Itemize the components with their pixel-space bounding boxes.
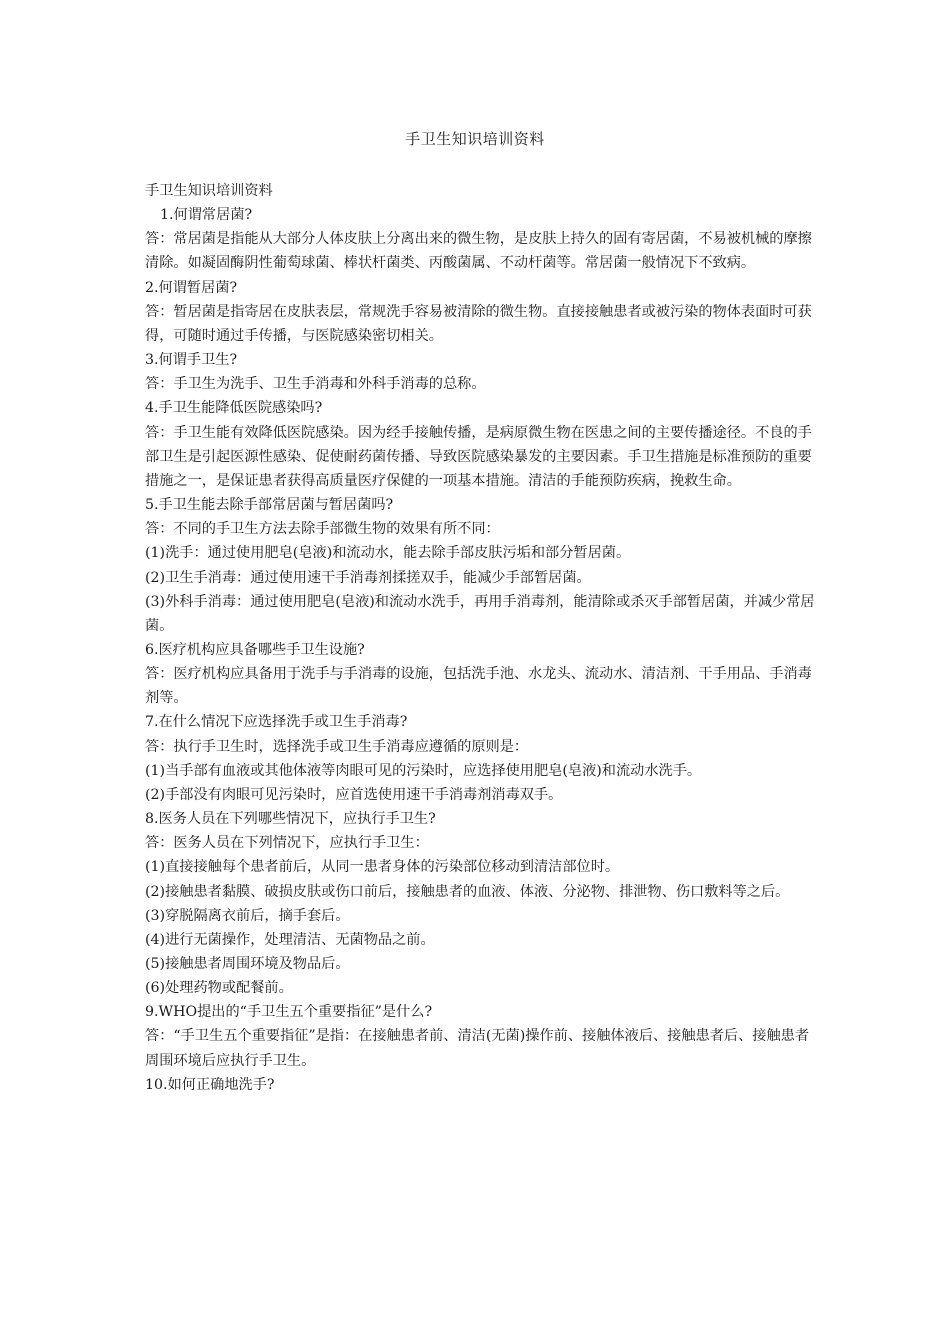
question-10: 10.如何正确地洗手? — [145, 1076, 275, 1093]
question-7: 7.在什么情况下应选择洗手或卫生手消毒? — [145, 714, 408, 731]
answer-7-item-2: (2)手部没有肉眼可见污染时，应首选使用速干手消毒剂消毒双手。 — [145, 786, 563, 803]
document-body — [145, 179, 815, 1097]
question-1: 1.何谓常居菌? — [160, 207, 253, 224]
body-heading: 手卫生知识培训资料 — [145, 183, 273, 199]
answer-8-item-5: (5)接触患者周围环境及物品后。 — [145, 956, 350, 972]
answer-5-item-3: (3)外科手消毒：通过使用肥皂(皂液)和流动水洗手，再用手消毒剂，能清除或杀灭手部暂居菌，并减少常居菌。 — [145, 593, 815, 634]
answer-8-item-4: (4)进行无菌操作，处理清洁、无菌物品之前。 — [145, 931, 435, 948]
document-title: 手卫生知识培训资料 — [405, 130, 545, 148]
answer-8: 答：医务人员在下列情况下，应执行手卫生： — [145, 835, 429, 852]
answer-4: 答：手卫生能有效降低医院感染。因为经手接触传播，是病原微生物在医患之间的主要传播途径。不良的手部卫生是引起医源性感染、促使耐药菌传播、导致医院感染暴发的主要因素。手卫生措施是标准预防的重要措施之一，是保证患者获得高质量医疗保健的一项基本措施。清洁的手能预防疾病，挽救生命。 — [145, 424, 812, 489]
answer-8-item-3: (3)穿脱隔离衣前后，摘手套后。 — [145, 907, 350, 924]
question-4: 4.手卫生能降低医院感染吗? — [145, 400, 323, 417]
answer-3: 答：手卫生为洗手、卫生手消毒和外科手消毒的总称。 — [145, 376, 486, 393]
answer-7-item-1: (1)当手部有血液或其他体液等肉眼可见的污染时，应选择使用肥皂(皂液)和流动水洗手。 — [145, 762, 702, 779]
answer-8-item-2: (2)接触患者黏膜、破损皮肤或伤口前后，接触患者的血液、体液、分泌物、排泄物、伤口敷料等之后。 — [145, 883, 790, 900]
answer-5-item-1: (1)洗手：通过使用肥皂(皂液)和流动水，能去除手部皮肤污垢和部分暂居菌。 — [145, 545, 631, 562]
answer-2: 答：暂居菌是指寄居在皮肤表层，常规洗手容易被清除的微生物。直接接触患者或被污染的物体表面时可获得，可随时通过手传播，与医院感染密切相关。 — [145, 303, 812, 344]
answer-5: 答：不同的手卫生方法去除手部微生物的效果有所不同： — [145, 521, 500, 538]
answer-8-item-1: (1)直接接触每个患者前后，从同一患者身体的污染部位移动到清洁部位时。 — [145, 859, 620, 876]
answer-6: 答：医疗机构应具备用于洗手与手消毒的设施，包括洗手池、水龙头、流动水、清洁剂、干手用品、手消毒剂等。 — [145, 666, 812, 707]
answer-7: 答：执行手卫生时，选择洗手或卫生手消毒应遵循的原则是： — [145, 738, 529, 755]
answer-5-item-2: (2)卫生手消毒：通过使用速干手消毒剂揉搓双手，能减少手部暂居菌。 — [145, 569, 591, 586]
question-9: 9.WHO提出的“手卫生五个重要指征”是什么? — [145, 1004, 433, 1021]
question-3: 3.何谓手卫生? — [145, 352, 238, 369]
question-5: 5.手卫生能去除手部常居菌与暂居菌吗? — [145, 497, 394, 514]
question-6: 6.医疗机构应具备哪些手卫生设施? — [145, 641, 365, 658]
question-2: 2.何谓暂居菌? — [145, 279, 238, 296]
question-8: 8.医务人员在下列哪些情况下，应执行手卫生? — [145, 811, 436, 828]
answer-1: 答：常居菌是指能从大部分人体皮肤上分离出来的微生物，是皮肤上持久的固有寄居菌，不易被机械的摩擦清除。如凝固酶阴性葡萄球菌、棒状杆菌类、丙酸菌属、不动杆菌等。常居菌一般情况下不致病。 — [145, 231, 812, 272]
answer-8-item-6: (6)处理药物或配餐前。 — [145, 980, 293, 997]
answer-9: 答：“手卫生五个重要指征”是指：在接触患者前、清洁(无菌)操作前、接触体液后、接触患者后、接触患者周围环境后应执行手卫生。 — [145, 1028, 810, 1069]
